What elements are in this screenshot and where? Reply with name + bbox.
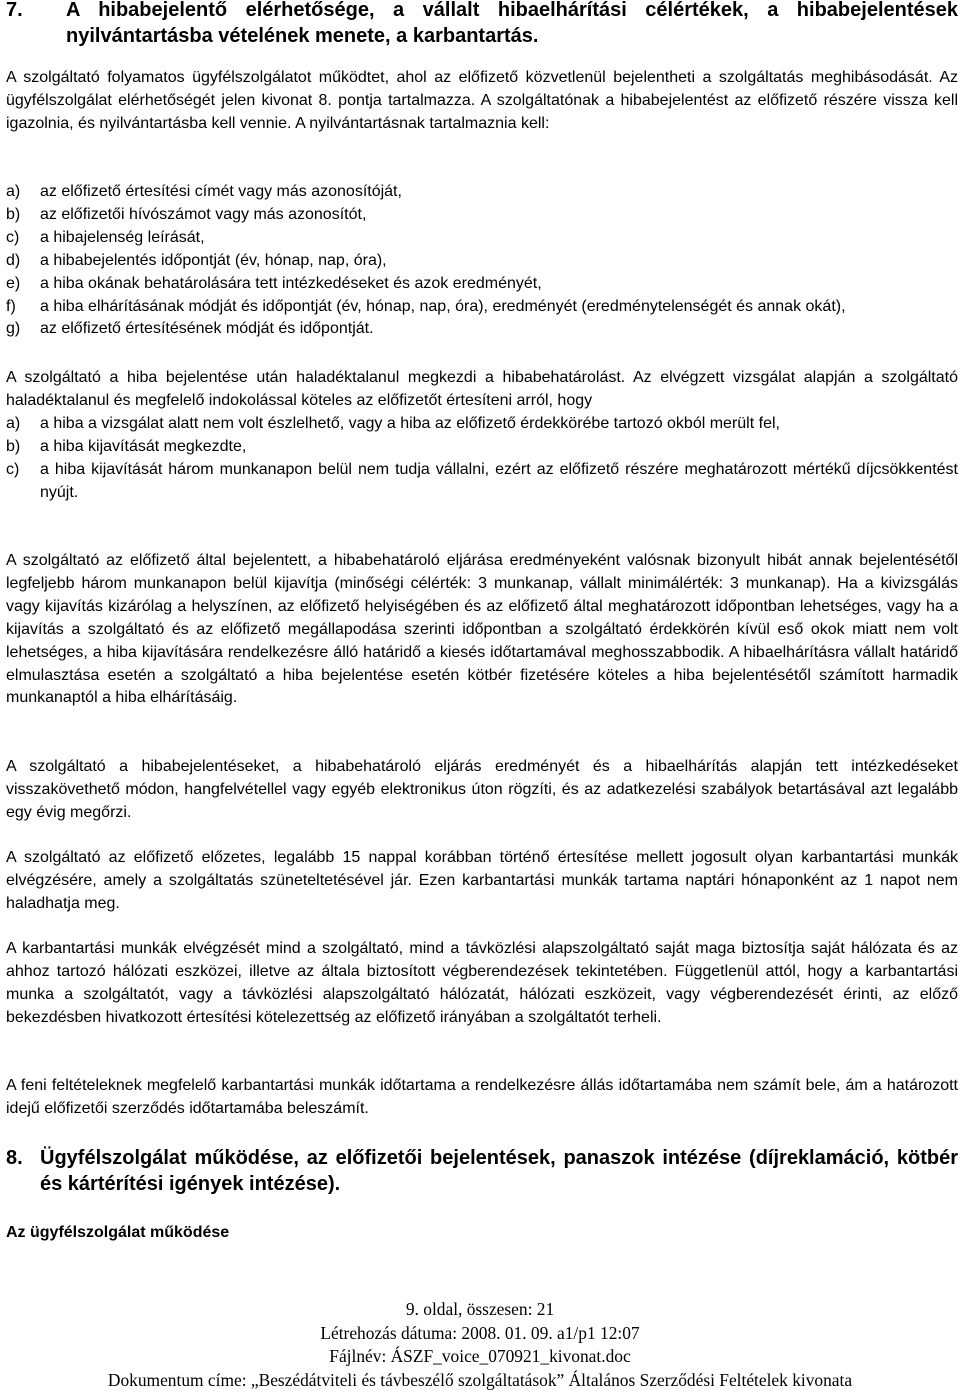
list-item: c) a hibajelenség leírását, <box>6 228 205 246</box>
page-footer <box>0 1298 960 1392</box>
list-item: f) a hiba elhárításának módját és időpontját (év, hónap, nap, óra), eredményét (eredménytelenségét és annak okát), <box>6 297 846 315</box>
paragraph-diagnosis <box>6 367 958 413</box>
list-item: a) a hiba a vizsgálat alatt nem volt észlelhető, vagy a hiba az előfizető érdekkörébe tartozó okból merült fel, <box>6 415 780 432</box>
paragraph-repair-deadline-text: A szolgáltató az előfizető által bejelentett, a hibabehatároló eljárása eredményeként valósnak bizonyult hibát annak bejelentésétől legfeljebb három munkanapon belül kijavítja (minőségi célérték: 3 munkanap, vállalt minimálérték: 3 munkanap). Ha a kivizsgálás vagy kijavítás kizárólag a helyszínen, az előfizető helyiségében és az előfizető által meghatározott időpontban lehetséges, vagy ha a kijavítás a szolgáltató és az előfizető megállapodása szerinti időpontban a szolgáltató érdekkörén kívül eső okok miatt nem volt lehetséges, a hiba kijavítására rendelkezésre álló határidő a kiesés időtartamával meghosszabbodik. A hibaelhárításra vállalt határidő elmulasztása esetén a szolgáltató a hiba bejelentése esetén kötbér fizetésére köteles a hiba bejelentésétől számított harmadik munkanaptól a hiba elhárításáig. <box>6 552 958 707</box>
paragraph-repair-deadline <box>6 550 958 710</box>
list-item: c) a hiba kijavítását három munkanapon belül nem tudja vállalni, ezért az előfizető részére meghatározott mértékű díjcsökkentést nyújt. <box>6 460 958 501</box>
footer-page-number: 9. oldal, összesen: 21 <box>405 1299 555 1319</box>
paragraph-maintenance-responsibility <box>6 938 958 1030</box>
paragraph-maintenance <box>6 847 958 916</box>
section-8-heading <box>6 1145 958 1197</box>
paragraph-diagnosis-text: A szolgáltató a hiba bejelentése után haladéktalanul megkezdi a hibabehatárolást. Az elvégzett vizsgálat alapján a szolgáltató haladéktalanul és megfelelő indokolással köteles az előfizetőt értesíteni arról, hogy <box>6 369 958 409</box>
section-8-number: 8. <box>6 1147 23 1169</box>
paragraph-hotline-text: A szolgáltató folyamatos ügyfélszolgálatot működtet, ahol az előfizető közvetlenül bejelentheti a szolgáltatás meghibásodását. Az ügyfélszolgálat elérhetőségét jelen kivonat 8. pontja tartalmazza. A szolgáltatónak a hibabejelentést az előfizető részére vissza kell igazolnia, és nyilvántartásba kell vennie. A nyilvántartásnak tartalmaznia kell: <box>6 69 958 132</box>
notification-list <box>6 413 958 505</box>
section-7-heading <box>6 0 958 49</box>
paragraph-maintenance-duration <box>6 1075 958 1121</box>
list-item: b) az előfizetői hívószámot vagy más azonosítót, <box>6 205 367 223</box>
list-item: b) a hiba kijavítását megkezdte, <box>6 437 247 455</box>
footer-filename: Fájlnév: ÁSZF_voice_070921_kivonat.doc <box>329 1346 631 1366</box>
paragraph-hotline <box>6 67 958 136</box>
section-8-title: Ügyfélszolgálat működése, az előfizetői bejelentések, panaszok intézése (díjreklamáció, kötbér és kártérítési igények intézése). <box>40 1147 958 1195</box>
list-item: a) az előfizető értesítési címét vagy más azonosítóját, <box>6 183 402 200</box>
list-item: e) a hiba okának behatárolására tett intézkedéseket és azok eredményét, <box>6 274 542 292</box>
paragraph-records <box>6 756 958 825</box>
list-item: g) az előfizető értesítésének módját és időpontját. <box>6 320 374 338</box>
footer-document-title: Dokumentum címe: „Beszédátviteli és távbeszélő szolgáltatások” Általános Szerződési Feltételek kivonata <box>107 1369 853 1390</box>
section-7-number: 7. <box>6 0 23 21</box>
paragraph-maintenance-responsibility-text: A karbantartási munkák elvégzését mind a szolgáltató, mind a távközlési alapszolgáltató saját maga biztosítja saját hálózata és az ahhoz tartozó hálózati eszközei, illetve az általa biztosított végberendezések tekintetében. Függetlenül attól, hogy a karbantartási munka a szolgáltatót, vagy a távközlési alapszolgáltató hálózatát, hálózati eszközeit, vagy végberendezését érinti, az előző bekezdésben hivatkozott értesítési kötelezettség az előfizető irányában a szolgáltatót terheli. <box>6 940 958 1026</box>
record-list <box>6 181 958 341</box>
list-item: d) a hibabejelentés időpontját (év, hónap, nap, óra), <box>6 251 387 269</box>
paragraph-maintenance-text: A szolgáltató az előfizető előzetes, legalább 15 nappal korábban történő értesítése mellett jogosult olyan karbantartási munkák elvégzésére, amely a szolgáltatás szüneteltetésével jár. Ezen karbantartási munkák tartama naptári hónaponként az 1 napot nem haladhatja meg. <box>6 849 958 912</box>
section-7-title: A hibabejelentő elérhetősége, a vállalt hibaelhárítási célértékek, a hibabejelentések nyilvántartásba vételének menete, a karbantartás. <box>66 0 958 47</box>
customer-service-subheading: Az ügyfélszolgálat működése <box>6 1224 230 1241</box>
paragraph-records-text: A szolgáltató a hibabejelentéseket, a hibabehatároló eljárás eredményét és a hibaelhárítás alapján tett intézkedéseket visszakövethető módon, hangfelvétellel vagy egyéb elektronikus úton rögzíti, és az adatkezelési szabályok betartásával azt legalább egy évig megőrzi. <box>6 758 958 821</box>
paragraph-maintenance-duration-text: A feni feltételeknek megfelelő karbantartási munkák időtartama a rendelkezésre állás időtartamába nem számít bele, ám a határozott idejű előfizetői szerződés időtartamába beleszámít. <box>6 1077 958 1117</box>
footer-created-date: Létrehozás dátuma: 2008. 01. 09. a1/p1 12:07 <box>320 1322 640 1343</box>
